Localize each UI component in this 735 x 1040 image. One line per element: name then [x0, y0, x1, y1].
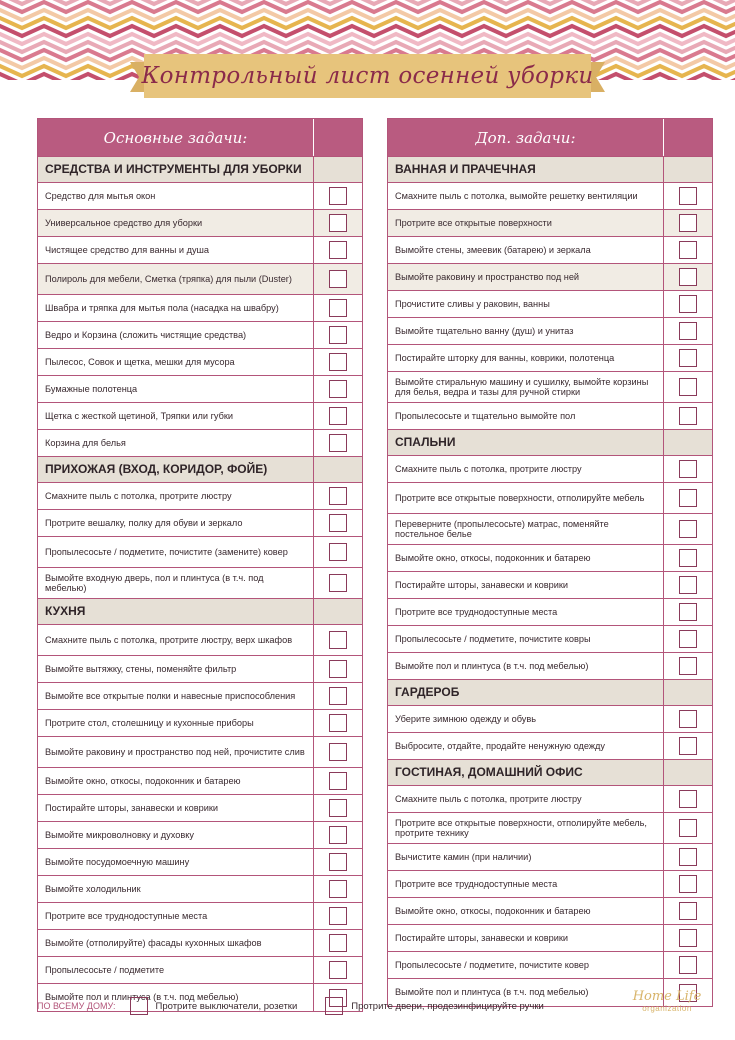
task-label: Пропылесосьте / подметите, почистите ковры [388, 626, 664, 652]
checkbox[interactable] [329, 214, 347, 232]
title-banner [130, 50, 605, 102]
main-tasks-header [38, 119, 362, 157]
task-row [388, 210, 712, 237]
task-row [388, 599, 712, 626]
task-row [388, 545, 712, 572]
task-label: Протрите все труднодоступные места [388, 871, 664, 897]
task-label: Щетка с жесткой щетиной, Тряпки или губки [38, 403, 314, 429]
checkbox[interactable] [679, 603, 697, 621]
section-header [388, 680, 712, 706]
task-row [388, 653, 712, 680]
checkbox[interactable] [329, 487, 347, 505]
task-row [38, 568, 362, 599]
checkbox[interactable] [325, 997, 343, 1015]
checkbox[interactable] [329, 574, 347, 592]
checkbox[interactable] [679, 378, 697, 396]
checkbox[interactable] [679, 819, 697, 837]
checkbox[interactable] [329, 934, 347, 952]
task-row [38, 510, 362, 537]
checkbox[interactable] [679, 929, 697, 947]
task-label: Вымойте раковину и пространство под ней [388, 264, 664, 290]
checkbox[interactable] [679, 322, 697, 340]
main-tasks-title: Основные задачи: [38, 119, 314, 156]
section-title: ГАРДЕРОБ [388, 680, 664, 705]
task-label: Протрите все открытые поверхности, отполируйте мебель, протрите технику [388, 813, 664, 843]
task-label: Вымойте пол и плинтуса (в т.ч. под мебелью) [38, 984, 314, 1011]
task-label: Чистящее средство для ванны и душа [38, 237, 314, 263]
task-label: Ведро и Корзина (сложить чистящие средства) [38, 322, 314, 348]
task-row [388, 291, 712, 318]
checkbox[interactable] [679, 520, 697, 538]
logo-sub-text: organization [642, 1004, 692, 1013]
section-title: СРЕДСТВА И ИНСТРУМЕНТЫ ДЛЯ УБОРКИ [38, 157, 314, 182]
checkbox[interactable] [329, 961, 347, 979]
task-row [38, 903, 362, 930]
task-label: Уберите зимнюю одежду и обувь [388, 706, 664, 732]
task-row [38, 768, 362, 795]
task-label: Вымойте вытяжку, стены, поменяйте фильтр [38, 656, 314, 682]
logo-main-text: Home Life [632, 989, 702, 1004]
checkbox[interactable] [329, 353, 347, 371]
task-label: Вымойте тщательно ванну (душ) и унитаз [388, 318, 664, 344]
checkbox[interactable] [679, 187, 697, 205]
whole-house-footer [37, 994, 707, 1018]
task-row [388, 733, 712, 760]
section-header [38, 457, 362, 483]
task-row [38, 930, 362, 957]
task-row [388, 237, 712, 264]
task-row [38, 795, 362, 822]
section-header [388, 157, 712, 183]
footer-task: Протрите двери, продезинфицируйте ручки [351, 1000, 544, 1012]
extra-tasks-title: Доп. задачи: [388, 119, 664, 156]
task-label: Постирайте шторку для ванны, коврики, полотенца [388, 345, 664, 371]
section-title: КУХНЯ [38, 599, 314, 624]
task-row [38, 430, 362, 457]
checkbox[interactable] [329, 326, 347, 344]
task-label: Вымойте холодильник [38, 876, 314, 902]
checkbox[interactable] [679, 241, 697, 259]
task-row [388, 318, 712, 345]
task-label: Смахните пыль с потолка, протрите люстру, верх шкафов [38, 625, 314, 655]
task-label: Пропылесосьте / подметите, почистите (замените) ковер [38, 537, 314, 567]
checkbox[interactable] [329, 687, 347, 705]
task-row [38, 349, 362, 376]
task-row [38, 483, 362, 510]
task-row [38, 737, 362, 768]
task-label: Смахните пыль с потолка, вымойте решетку вентиляции [388, 183, 664, 209]
task-label: Вымойте пол и плинтуса (в т.ч. под мебелью) [388, 653, 664, 679]
task-row [38, 376, 362, 403]
page-title: Контрольный лист осенней уборки [141, 63, 594, 89]
checkbox[interactable] [679, 295, 697, 313]
task-label: Протрите стол, столешницу и кухонные приборы [38, 710, 314, 736]
task-label: Протрите вешалку, полку для обуви и зеркало [38, 510, 314, 536]
task-label: Средство для мытья окон [38, 183, 314, 209]
checkbox[interactable] [329, 826, 347, 844]
section-header [388, 760, 712, 786]
task-label: Протрите все открытые поверхности [388, 210, 664, 236]
task-label: Вымойте раковину и пространство под ней, прочистите слив [38, 737, 314, 767]
task-row [38, 957, 362, 984]
task-label: Вымойте (отполируйте) фасады кухонных шкафов [38, 930, 314, 956]
task-row [38, 322, 362, 349]
task-row [38, 683, 362, 710]
checkbox[interactable] [329, 714, 347, 732]
task-label: Пропылесосьте / подметите, почистите ковер [388, 952, 664, 978]
checkbox[interactable] [679, 576, 697, 594]
checkbox[interactable] [329, 772, 347, 790]
checkbox[interactable] [329, 907, 347, 925]
checkbox[interactable] [329, 660, 347, 678]
task-row [38, 403, 362, 430]
extra-tasks-header [388, 119, 712, 157]
task-row [38, 183, 362, 210]
task-label: Постирайте шторы, занавески и коврики [38, 795, 314, 821]
section-title: ВАННАЯ И ПРАЧЕЧНАЯ [388, 157, 664, 182]
task-label: Постирайте шторы, занавески и коврики [388, 925, 664, 951]
logo [627, 990, 707, 1013]
task-row [388, 952, 712, 979]
task-label: Пропылесосьте и тщательно вымойте пол [388, 403, 664, 429]
section-header [38, 157, 362, 183]
checkbox[interactable] [679, 268, 697, 286]
task-row [388, 372, 712, 403]
task-label: Вымойте стены, змеевик (батарею) и зеркала [388, 237, 664, 263]
checkbox[interactable] [329, 880, 347, 898]
checkbox[interactable] [329, 543, 347, 561]
task-row [38, 625, 362, 656]
task-row [388, 403, 712, 430]
checkbox[interactable] [679, 737, 697, 755]
checkbox[interactable] [679, 956, 697, 974]
task-row [388, 483, 712, 514]
checkbox[interactable] [679, 848, 697, 866]
task-row [388, 626, 712, 653]
task-row [388, 871, 712, 898]
task-label: Корзина для белья [38, 430, 314, 456]
task-label: Протрите все труднодоступные места [388, 599, 664, 625]
task-label: Вымойте пол и плинтуса (в т.ч. под мебелью) [388, 979, 664, 1006]
task-row [388, 706, 712, 733]
task-row [388, 898, 712, 925]
task-label: Протрите все открытые поверхности, отполируйте мебель [388, 483, 664, 513]
whole-house-label: ПО ВСЕМУ ДОМУ: [37, 1001, 116, 1011]
checkbox[interactable] [679, 657, 697, 675]
task-label: Швабра и тряпка для мытья пола (насадка на швабру) [38, 295, 314, 321]
checkbox[interactable] [130, 997, 148, 1015]
task-label: Прочистите сливы у раковин, ванны [388, 291, 664, 317]
checkbox[interactable] [679, 790, 697, 808]
task-row [38, 656, 362, 683]
task-row [388, 844, 712, 871]
checkbox[interactable] [329, 187, 347, 205]
task-label: Вымойте окно, откосы, подоконник и батарею [38, 768, 314, 794]
task-label: Вымойте стиральную машину и сушилку, вымойте корзины для белья, ведра и тазы для ручной стирки [388, 372, 664, 402]
task-row [38, 537, 362, 568]
task-label: Смахните пыль с потолка, протрите люстру [38, 483, 314, 509]
task-label: Универсальное средство для уборки [38, 210, 314, 236]
task-label: Вымойте все открытые полки и навесные приспособления [38, 683, 314, 709]
task-label: Полироль для мебели, Сметка (тряпка) для пыли (Duster) [38, 264, 314, 294]
task-row [38, 710, 362, 737]
checkbox[interactable] [679, 630, 697, 648]
task-label: Смахните пыль с потолка, протрите люстру [388, 456, 664, 482]
checkbox[interactable] [679, 460, 697, 478]
extra-tasks-column [387, 118, 713, 1007]
checkbox[interactable] [679, 875, 697, 893]
checkbox[interactable] [679, 407, 697, 425]
checkbox[interactable] [329, 241, 347, 259]
checkbox[interactable] [329, 407, 347, 425]
task-row [38, 876, 362, 903]
main-tasks-column [37, 118, 363, 1012]
task-label: Вымойте окно, откосы, подоконник и батарею [388, 898, 664, 924]
checkbox[interactable] [329, 434, 347, 452]
section-header [38, 599, 362, 625]
task-row [38, 822, 362, 849]
task-label: Смахните пыль с потолка, протрите люстру [388, 786, 664, 812]
checkbox[interactable] [329, 799, 347, 817]
task-row [38, 849, 362, 876]
task-label: Вымойте входную дверь, пол и плинтуса (в т.ч. под мебелью) [38, 568, 314, 598]
task-row [388, 572, 712, 599]
task-label: Выбросите, отдайте, продайте ненужную одежду [388, 733, 664, 759]
task-row [38, 295, 362, 322]
task-label: Вымойте окно, откосы, подоконник и батарею [388, 545, 664, 571]
task-row [388, 514, 712, 545]
task-row [388, 183, 712, 210]
task-label: Постирайте шторы, занавески и коврики [388, 572, 664, 598]
task-row [388, 925, 712, 952]
checkbox[interactable] [679, 902, 697, 920]
checkbox[interactable] [329, 380, 347, 398]
checkbox[interactable] [329, 631, 347, 649]
checkbox[interactable] [329, 853, 347, 871]
task-label: Переверните (пропылесосьте) матрас, поменяйте постельное белье [388, 514, 664, 544]
checkbox[interactable] [329, 299, 347, 317]
task-label: Вымойте микроволновку и духовку [38, 822, 314, 848]
task-row [388, 786, 712, 813]
checkbox[interactable] [679, 349, 697, 367]
checkbox[interactable] [679, 489, 697, 507]
task-row [388, 813, 712, 844]
task-label: Бумажные полотенца [38, 376, 314, 402]
checkbox[interactable] [329, 270, 347, 288]
checkbox[interactable] [679, 549, 697, 567]
task-row [388, 456, 712, 483]
checkbox[interactable] [329, 514, 347, 532]
section-title: ГОСТИНАЯ, ДОМАШНИЙ ОФИС [388, 760, 664, 785]
task-label: Пропылесосьте / подметите [38, 957, 314, 983]
section-title: ПРИХОЖАЯ (ВХОД, КОРИДОР, ФОЙЕ) [38, 457, 314, 482]
section-header [388, 430, 712, 456]
task-label: Вымойте посудомоечную машину [38, 849, 314, 875]
checkbox[interactable] [679, 710, 697, 728]
footer-task: Протрите выключатели, розетки [155, 1000, 298, 1012]
task-row [38, 264, 362, 295]
task-label: Пылесос, Совок и щетка, мешки для мусора [38, 349, 314, 375]
task-row [38, 210, 362, 237]
task-row [38, 237, 362, 264]
section-title: СПАЛЬНИ [388, 430, 664, 455]
task-label: Вычистите камин (при наличии) [388, 844, 664, 870]
checkbox[interactable] [329, 743, 347, 761]
checkbox[interactable] [679, 214, 697, 232]
task-row [388, 345, 712, 372]
task-row [388, 264, 712, 291]
task-label: Протрите все труднодоступные места [38, 903, 314, 929]
